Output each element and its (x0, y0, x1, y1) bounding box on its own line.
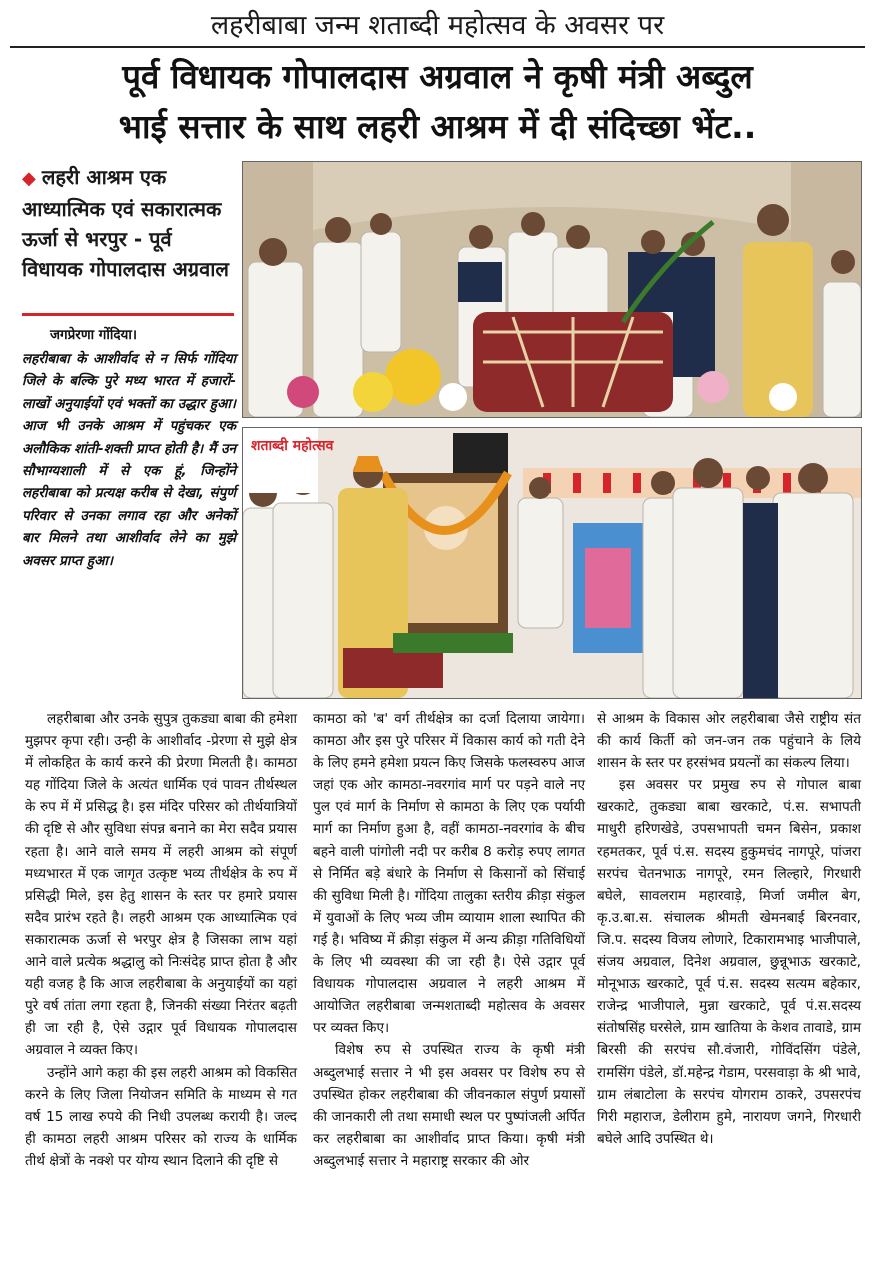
photo-samadhi-illustration (243, 162, 861, 417)
subheading-rule (22, 313, 234, 316)
headline-line-2: भाई सत्तार के साथ लहरी आश्रम में दी संदिच्छा भेंट.. (118, 107, 757, 146)
column-2-paragraph-1: कामठा को 'ब' वर्ग तीर्थक्षेत्र का दर्जा दिलाया जायेगा। कामठा और इस पुरे परिसर में विकास कार्य को गती देने के लिए हमने हमेशा प्रयत्न किए जिसके फलस्वरुप आज जहां एक ओर कामठा-नवरगांव मार्ग पर पड़ने वाले नए पुल एवं मार्ग के निर्माण से कामठा के लिए एक पर्यायी मार्ग का निर्माण हुआ है, वहीं कामठा-नवरगांव के बीच बहने वाली पांगोली नदी पर करीब 8 करोड़ रुपए लागत से निर्मित बड़े बंधारे के निर्माण से किसानों को सिंचाई की सुविधा मिली है। गोंदिया तालुका स्तरीय क्रीड़ा संकुल में युवाओं के लिए भव्य जीम व्यायाम शाला स्थापित की गई है। भविष्य में क्रीड़ा संकुल में अन्य क्रीड़ा गतिविधियों के लिए भी व्यवस्था की जा रही है। ऐसे उद्गार पूर्व विधायक गोपालदास अग्रवाल ने लहरी आश्रम में आयोजित लहरीबाबा जन्मशताब्दी महोत्सव के अवसर पर व्यक्त किए। (313, 711, 585, 1037)
column-3-paragraph-2: इस अवसर पर प्रमुख रुप से गोपाल बाबा खरकाटे, तुकड्या बाबा खरकाटे, पं.स. सभापती माधुरी हरिणखेडे, उपसभापती चमन बिसेन, प्रकाश रहमतकर, पूर्व पं.स. सदस्य हुकुमचंद नागपूरे, पांजरा सरपंच चेतनभाऊ नागपूरे, रमन लिल्हारे, गिरधारी बघेले, सावलराम महारवाड़े, मिर्जा जमील बेग, कृ.उ.बा.स. संचालक श्रीमती खेमनबाई बिरनवार, जि.प. सदस्य विजय लोणारे, टिकारामभाइ भाजीपाले, संजय अग्रवाल, दिनेश अग्रवाल, छुन्नूभाऊ खरकाटे, मोनूभाऊ खरकाटे, पूर्व पं.स. सदस्य सत्यम बहेकार, राजेन्द्र भाजीपाले, मुन्ना खरकाटे, पूर्व पं.स.सदस्य संतोषसिंह घरसेले, ग्राम खातिया के केशव तावाडे, ग्राम बिरसी की सरपंच सौ.वंजारी, गोविंदसिंग पंडेले, रामसिंग पंडेले, डॉ.महेन्द्र गेडाम, परसवाड़ा के श्री भावे, ग्राम लंबाटोला के सरपंच योगराम ठाकरे, उपसरपंच गिरी महाराज, डेलीराम हुमे, नारायण जगने, गिरधारी बघेले आदि उपस्थित थे। (597, 777, 861, 1147)
subheading (22, 162, 234, 284)
column-3-paragraph-1: से आश्रम के विकास ओर लहरीबाबा जैसे राष्ट्रीय संत की कार्य किर्ती को जन-जन तक पहुंचाने के लिये शासन के स्तर पर हरसंभव प्रयत्नों का संकल्प लिया। (597, 711, 861, 772)
kicker-headline: लहरीबाबा जन्म शताब्दी महोत्सव के अवसर पर (10, 6, 865, 48)
headline-line-1: पूर्व विधायक गोपालदास अग्रवाल ने कृषी मंत्री अब्दुल (122, 57, 753, 96)
photo-portrait-illustration (243, 428, 861, 698)
subheading-text: लहरी आश्रम एक आध्यात्मिक एवं सकारात्मक ऊर्जा से भरपुर - पूर्व विधायक गोपालदास अग्रवाल (22, 165, 229, 281)
dateline: जगप्रेरणा गोंदिया। (50, 327, 137, 343)
article-column-1 (25, 708, 297, 1172)
article-column-2 (313, 708, 585, 1172)
main-headline (10, 52, 865, 152)
photo-portrait-garlanding (242, 427, 862, 699)
intro-paragraph: लहरीबाबा के आशीर्वाद से न सिर्फ गोंदिया जिले के बल्कि पुरे मध्य भारत में हजारों-लाखों अनुयाईयों एवं भक्तों का उद्धार हुआ। आज भी उनके आश्रम में पहुंचकर एक अलौकिक शांती-शक्ती प्राप्त होती है। मैं उन सौभाग्यशाली में से एक हूं, जिन्होंने लहरीबाबा को प्रत्यक्ष करीब से देखा, संपुर्ण परिवार से उनका लगाव रहा और अनेकों बार मिलने तथा आशीर्वाद लेने का मुझे अवसर प्राप्त हुआ। (22, 351, 236, 569)
article-column-3 (597, 708, 861, 1150)
column-2-paragraph-2: विशेष रुप से उपस्थित राज्य के कृषी मंत्री अब्दुलभाई सत्तार ने भी इस अवसर पर विशेष रुप से उपस्थित होकर लहरीबाबा की जीवनकाल संपुर्ण प्रयासों की जानकारी ली तथा समाधी स्थल पर पुष्पांजली अर्पित कर लहरीबाबा का आशीर्वाद प्राप्त किया। कृषी मंत्री अब्दुलभाई सत्तार ने महाराष्ट्र सरकार की ओर (313, 1042, 585, 1169)
column-1-paragraph-2: उन्होंने आगे कहा की इस लहरी आश्रम को विकसित करने के लिए जिला नियोजन समिति के माध्यम से गत वर्ष 15 लाख रुपये की निधी उपलब्ध करायी है। जल्द ही कामठा लहरी आश्रम परिसर को राज्य के धार्मिक तीर्थ क्षेत्रों के नक्शे पर योग्य स्थान दिलाने की दृष्टि से (25, 1064, 298, 1169)
diamond-bullet-icon: ◆ (22, 168, 36, 189)
banner-text: शताब्दी महोत्सव (251, 438, 334, 454)
column-1-paragraph-1: लहरीबाबा और उनके सुपुत्र तुकड्या बाबा की हमेशा मुझपर कृपा रही। उन्ही के आशीर्वाद -प्रेरणा से मुझे क्षेत्र में लोकहित के कार्य करने की प्रेरणा मिलती है। कामठा यह गोंदिया जिले के अत्यंत धार्मिक एवं पावन तीर्थस्थल के रुप में में प्रसिद्ध है। इस मंदिर परिसर को तीर्थयात्रियों की दृष्टि से और सुविधा संपन्न बनाने का मेरा सदैव प्रयास रहता है। आने वाले समय में लहरी आश्रम को संपूर्ण मध्यभारत में एक जागृत उत्कृष्ट भव्य तीर्थक्षेत्र के रुप में प्रसिद्धी मिले, इस हेतु शासन के स्तर पर हमारे प्रयास सदैव प्रारंभ रहते है। लहरी आश्रम एक आध्यात्मिक एवं सकारात्मक ऊर्जा से भरपुर क्षेत्र है जिसका लाभ यहां आने वाले प्रत्येक श्रद्धालु को निःसंदेह प्राप्त होता है और यही वजह है कि आज लहरीबाबा के अनुयाईयों का यहां पुरे वर्ष तांता लगा रहता है, जिनकी संख्या निरंतर बढ़ती ही जा रही है, ऐसे उद्गार पूर्व विधायक गोपालदास अग्रवाल ने व्यक्त किए। (25, 711, 297, 1059)
photo-samadhi-offering (242, 161, 862, 418)
